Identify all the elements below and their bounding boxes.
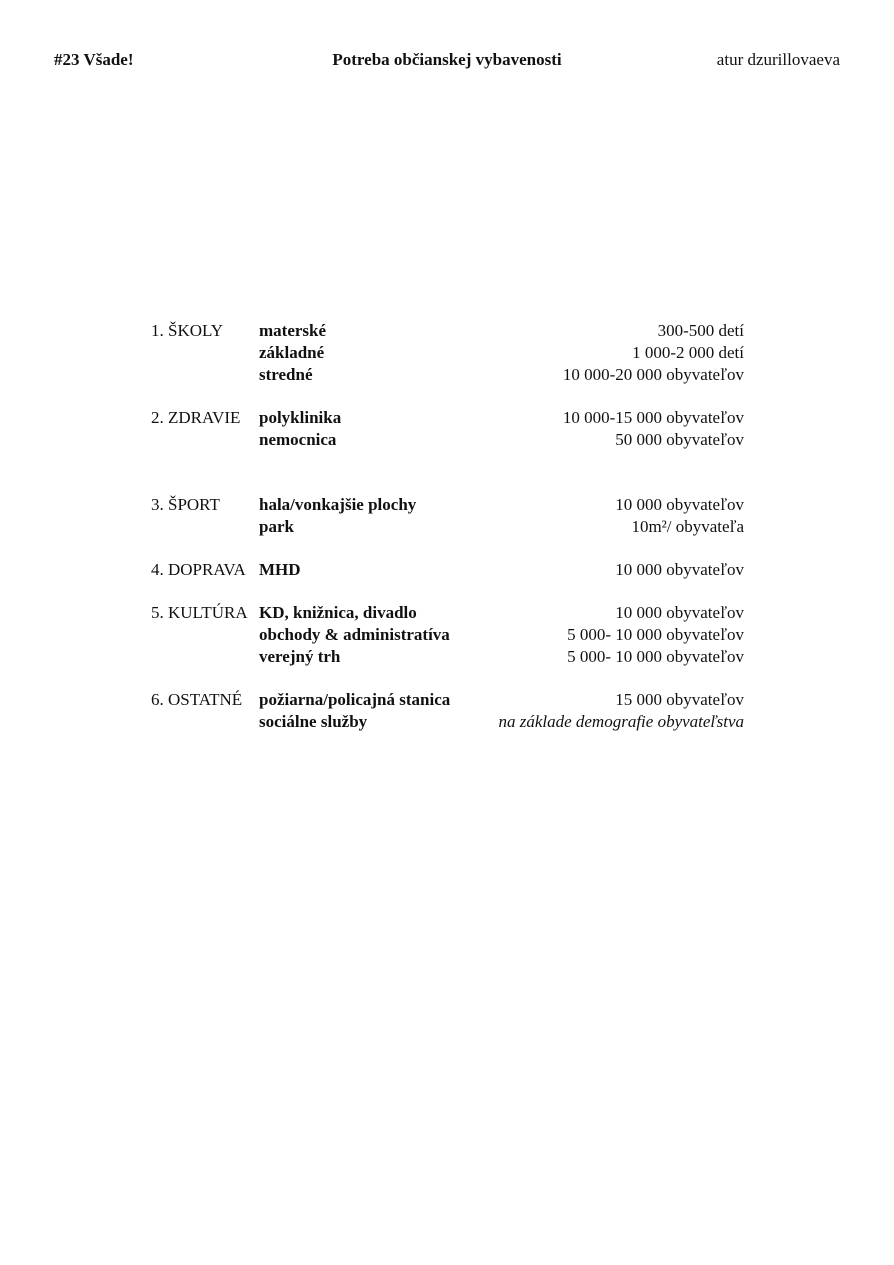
item-label: KD, knižnica, divadlo — [259, 603, 417, 622]
item-label: materské — [259, 321, 327, 340]
category-label: 2. ZDRAVIE — [151, 408, 241, 427]
table-row — [151, 320, 744, 342]
table-row — [151, 342, 744, 364]
item-label: verejný trh — [259, 647, 341, 666]
category-label: 4. DOPRAVA — [151, 560, 246, 579]
section-ostatne — [151, 689, 744, 733]
author-name: atur dzurillovaeva — [716, 50, 840, 69]
section-kultura — [151, 602, 744, 668]
table-row — [151, 559, 744, 581]
item-value: 10 000 obyvateľov — [615, 603, 744, 622]
item-value: 10 000 obyvateľov — [615, 495, 744, 514]
page-header — [0, 50, 894, 74]
item-value: 50 000 obyvateľov — [615, 430, 744, 449]
item-label: obchody & administratíva — [259, 625, 450, 644]
category-label: 1. ŠKOLY — [151, 321, 223, 340]
table-row — [151, 516, 744, 538]
category-label: 5. KULTÚRA — [151, 603, 248, 622]
item-label: požiarna/policajná stanica — [259, 690, 451, 709]
table-row — [151, 407, 744, 429]
item-label: sociálne služby — [259, 712, 368, 731]
section-skoly — [151, 320, 744, 386]
category-label: 3. ŠPORT — [151, 495, 220, 514]
category-label: 6. OSTATNÉ — [151, 690, 243, 709]
item-value: 5 000- 10 000 obyvateľov — [567, 647, 744, 666]
item-label: polyklinika — [259, 408, 342, 427]
table-row — [151, 602, 744, 624]
table-row — [151, 624, 744, 646]
item-value: 10 000-15 000 obyvateľov — [562, 408, 744, 427]
page-title: Potreba občianskej vybavenosti — [332, 50, 562, 69]
item-value: 10 000-20 000 obyvateľov — [562, 365, 744, 384]
item-label: základné — [259, 343, 325, 362]
item-label: park — [259, 517, 294, 536]
table-row — [151, 689, 744, 711]
document-number: #23 Všade! — [54, 50, 134, 69]
item-value: 1 000-2 000 detí — [632, 343, 744, 362]
table-row — [151, 646, 744, 668]
table-row — [151, 711, 744, 733]
table-row — [151, 494, 744, 516]
item-value: 5 000- 10 000 obyvateľov — [567, 625, 744, 644]
item-label: nemocnica — [259, 430, 337, 449]
section-sport — [151, 494, 744, 538]
section-zdravie — [151, 407, 744, 451]
section-doprava — [151, 559, 744, 581]
item-value: 10m²/ obyvateľa — [631, 517, 744, 536]
table-row — [151, 364, 744, 386]
item-value: 300-500 detí — [657, 321, 744, 340]
item-value: na základe demografie obyvateľstva — [498, 712, 744, 731]
item-value: 10 000 obyvateľov — [615, 560, 744, 579]
table-row — [151, 429, 744, 451]
item-label: hala/vonkajšie plochy — [259, 495, 417, 514]
item-label: stredné — [259, 365, 313, 384]
amenities-table — [151, 320, 744, 754]
item-value: 15 000 obyvateľov — [615, 690, 744, 709]
item-label: MHD — [259, 560, 301, 579]
